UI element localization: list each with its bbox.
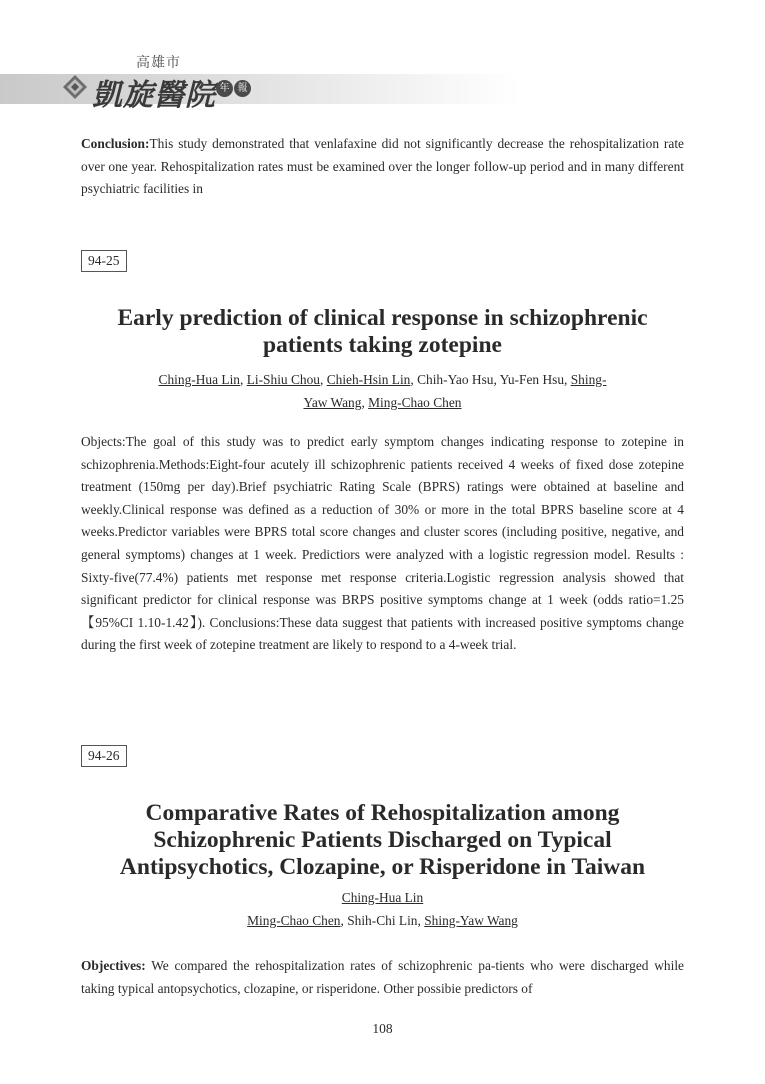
previous-conclusion — [81, 133, 684, 201]
conclusion-label: Conclusion: — [81, 136, 150, 151]
author-name: Chih-Yao Hsu, Yu-Fen Hsu, — [417, 372, 568, 387]
author-link[interactable]: Li-Shiu Chou — [246, 372, 320, 387]
page-number: 108 — [372, 1021, 393, 1036]
abstract-id-badge: 94-26 — [81, 745, 127, 767]
author-link[interactable]: Shing-Yaw Wang — [424, 913, 518, 928]
objectives-label: Objectives: — [81, 958, 146, 973]
abstract-title — [70, 305, 695, 359]
author-link[interactable]: Ching-Hua Lin — [341, 890, 424, 905]
header-hospital-name: 凱旋醫院 — [92, 78, 216, 113]
author-link[interactable]: Yaw Wang — [303, 395, 362, 410]
abstract-title — [70, 800, 695, 881]
title-line: patients taking zotepine — [263, 332, 502, 358]
author-list: Ching-Hua Lin Ming-Chao Chen, Shih-Chi Lin, Shing-Yaw Wang — [247, 890, 518, 928]
author-link[interactable]: Ming-Chao Chen — [247, 913, 341, 928]
page-header — [0, 0, 765, 112]
title-line: Schizophrenic Patients Discharged on Typical — [153, 827, 612, 853]
author-list: Ching-Hua Lin, Li-Shiu Chou, Chieh-Hsin Lin, Chih-Yao Hsu, Yu-Fen Hsu, Shing- Yaw Wang, Ming-Chao Chen — [158, 372, 607, 410]
conclusion-text: This study demonstrated that venlafaxine did not significantly decrease the rehospitalization rate over one year. Rehospitalization rates must be examined over the longer follow-up period and in many different psychiatric facilities in — [81, 136, 684, 197]
hospital-emblem-icon — [62, 74, 88, 100]
author-name: Shih-Chi Lin, — [347, 913, 421, 928]
abstract-id-badge: 94-25 — [81, 250, 127, 272]
abstract-body — [81, 955, 684, 1000]
title-line: Comparative Rates of Rehospitalization among — [145, 800, 620, 826]
author-link[interactable]: Ming-Chao Chen — [368, 395, 462, 410]
header-badge-year: 年 — [216, 80, 233, 97]
author-link[interactable]: Shing- — [570, 372, 607, 387]
objectives-text: We compared the rehospitalization rates of schizophrenic pa-tients who were discharged while taking typical antopsychotics, clozapine, or risperidone. Other possibie predictors of — [81, 958, 684, 996]
author-link[interactable]: Ching-Hua Lin — [158, 372, 240, 387]
title-line: Early prediction of clinical response in schizophrenic — [117, 305, 648, 331]
header-city: 高雄市 — [136, 55, 181, 71]
abstract-body: Objects:The goal of this study was to predict early symptom changes indicating response to zotepine in schizophrenia.Methods:Eight-four acutely ill schizophrenic patients received 4 weeks of fixed dose zotepine treatment (150mg per day).Brief psychiatric Rating Scale (BPRS) ratings were obtained at baseline and weekly.Clinical response was defined as a reduction of 30% or more in the total BPRS baseline score at 4 weeks.Predictor variables were BPRS total score changes and cluster scores (including positive, negative, and general symptoms) changes at 1 week. Predictiors were analyzed with a logistic regression model. Results : Sixty-five(77.4%) patients met response met response criteria.Logistic regression analysis showed that significant predictor for clinical response was BRPS positive symptoms change at 1 week (odds ratio=1.25【95%CI 1.10-1.42】). Conclusions:These data suggest that patients with increased positive symptoms change during the first week of zotepine treatment are likely to respond to a 4-week trial. — [81, 434, 684, 653]
header-badge-report: 報 — [234, 80, 251, 97]
title-line: Antipsychotics, Clozapine, or Risperidone in Taiwan — [119, 854, 646, 880]
author-link[interactable]: Chieh-Hsin Lin — [326, 372, 411, 387]
